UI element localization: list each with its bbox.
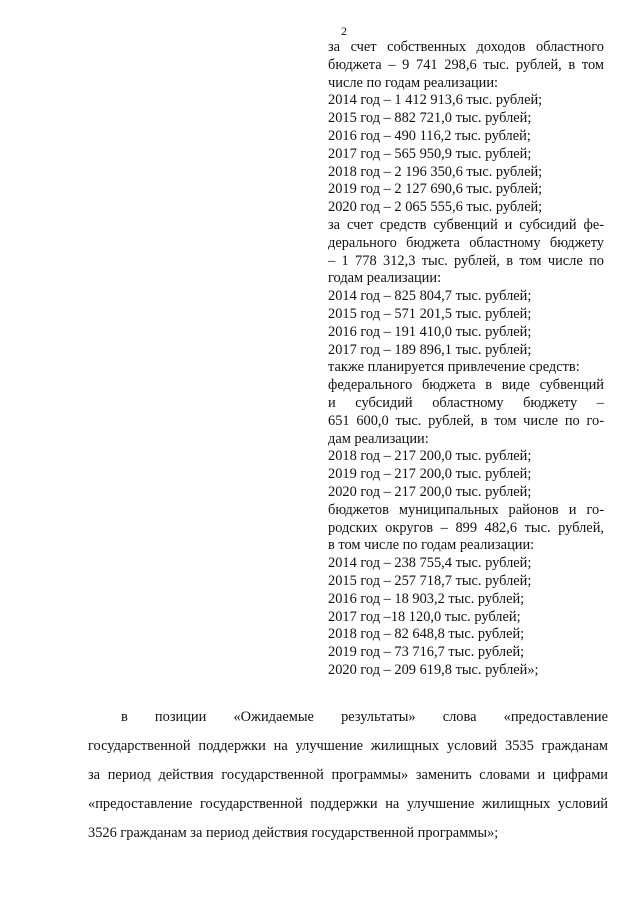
budget-line: 2016 год – 191 410,0 тыс. рублей;: [328, 323, 532, 340]
budget-line: 651 600,0 тыс. рублей, в том числе по го-: [328, 412, 604, 429]
budget-line: дерального бюджета областному бюджету: [328, 234, 604, 251]
amendment-paragraph: [88, 703, 608, 848]
budget-line: 2017 год –18 120,0 тыс. рублей;: [328, 608, 521, 625]
budget-line: 2015 год – 882 721,0 тыс. рублей;: [328, 110, 532, 127]
budget-line: 2016 год – 18 903,2 тыс. рублей;: [328, 590, 525, 607]
budget-line: 2015 год – 257 718,7 тыс. рублей;: [328, 572, 532, 589]
budget-line: за счет средств субвенций и субсидий фе-: [328, 216, 604, 233]
budget-line: 2020 год – 209 619,8 тыс. рублей»;: [328, 661, 539, 678]
amendment-line: в позиции «Ожидаемые результаты» слова «предоставление: [121, 709, 608, 725]
budget-line: годам реализации:: [328, 270, 442, 287]
budget-line: 2014 год – 1 412 913,6 тыс. рублей;: [328, 92, 543, 109]
budget-line: 2018 год – 82 648,8 тыс. рублей;: [328, 626, 525, 643]
budget-line: – 1 778 312,3 тыс. рублей, в том числе по: [328, 252, 604, 269]
budget-line: 2018 год – 2 196 350,6 тыс. рублей;: [328, 163, 543, 180]
budget-line: 2016 год – 490 116,2 тыс. рублей;: [328, 127, 531, 144]
budget-line: 2017 год – 565 950,9 тыс. рублей;: [328, 145, 532, 162]
budget-line: 2019 год – 217 200,0 тыс. рублей;: [328, 466, 532, 483]
amendment-line: «предоставление государственной поддержки на улучшение жилищных условий: [88, 796, 608, 812]
budget-line: в том числе по годам реализации:: [328, 537, 535, 554]
amendment-line: за период действия государственной программы» заменить словами и цифрами: [88, 767, 608, 783]
budget-financing-column: [328, 39, 604, 680]
budget-line: 2019 год – 2 127 690,6 тыс. рублей;: [328, 181, 543, 198]
budget-line: и субсидий областному бюджету –: [328, 394, 604, 411]
budget-line: бюджетов муниципальных районов и го-: [328, 501, 604, 518]
budget-line: 2018 год – 217 200,0 тыс. рублей;: [328, 448, 532, 465]
budget-line: 2014 год – 238 755,4 тыс. рублей;: [328, 555, 532, 572]
budget-line: 2015 год – 571 201,5 тыс. рублей;: [328, 305, 532, 322]
page-number: 2: [341, 24, 347, 38]
budget-line: 2017 год – 189 896,1 тыс. рублей;: [328, 341, 532, 358]
budget-line: дам реализации:: [328, 430, 429, 447]
amendment-line: 3526 гражданам за период действия государственной программы»;: [88, 825, 499, 841]
budget-line: 2020 год – 217 200,0 тыс. рублей;: [328, 483, 532, 500]
amendment-line: государственной поддержки на улучшение жилищных условий 3535 гражданам: [88, 738, 608, 754]
budget-line: 2019 год – 73 716,7 тыс. рублей;: [328, 644, 525, 661]
budget-line: федерального бюджета в виде субвенций: [328, 377, 604, 394]
budget-line: также планируется привлечение средств:: [328, 359, 580, 376]
budget-line: родских округов – 899 482,6 тыс. рублей,: [328, 519, 604, 536]
budget-line: числе по годам реализации:: [328, 74, 499, 91]
budget-line: за счет собственных доходов областного: [328, 39, 604, 55]
budget-line: бюджета – 9 741 298,6 тыс. рублей, в том: [328, 56, 604, 73]
budget-line: 2014 год – 825 804,7 тыс. рублей;: [328, 288, 532, 305]
budget-line: 2020 год – 2 065 555,6 тыс. рублей;: [328, 199, 543, 216]
